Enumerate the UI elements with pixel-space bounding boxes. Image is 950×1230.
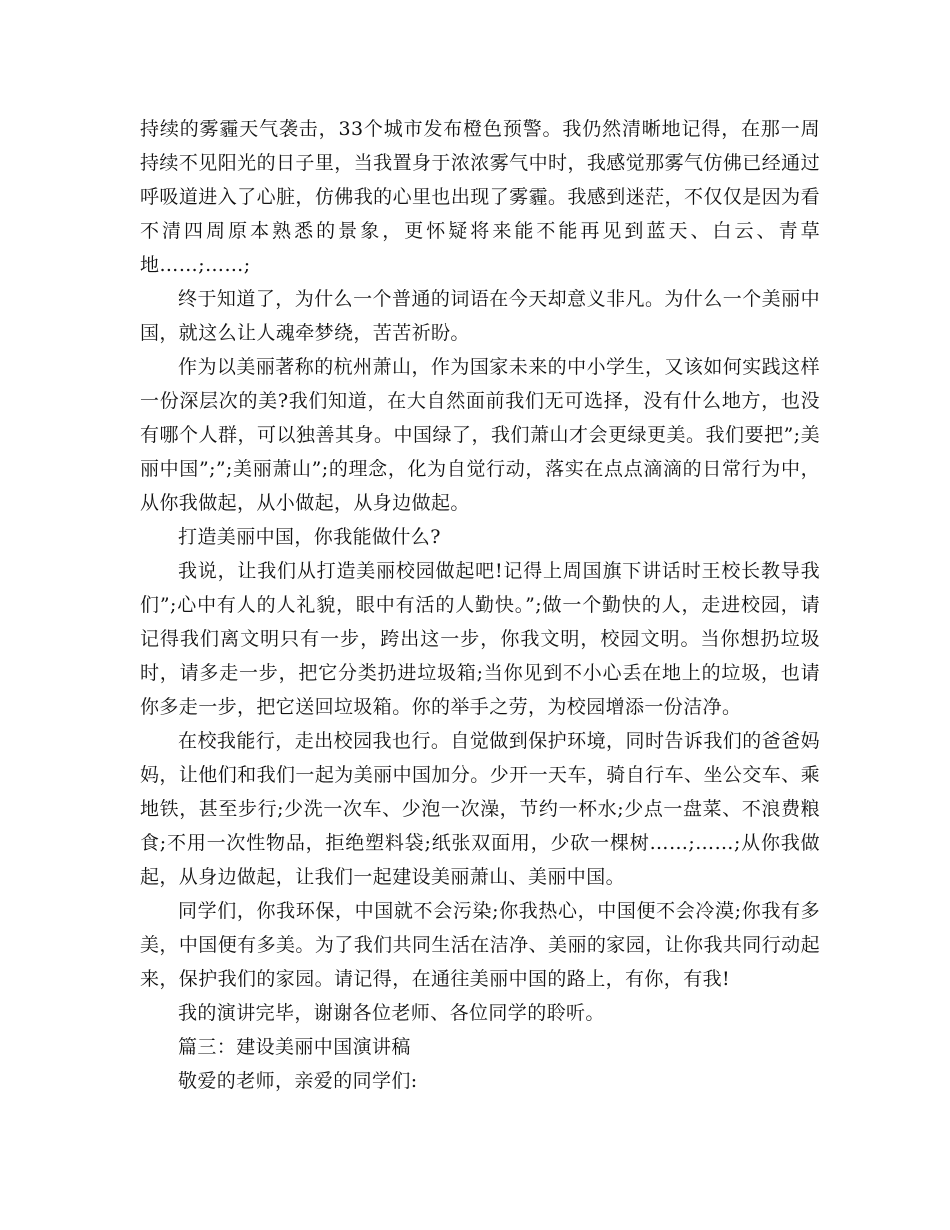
paragraph-1: 持续的雾霾天气袭击，33个城市发布橙色预警。我仍然清晰地记得，在那一周持续不见阳光的日子里，当我置身于浓浓雾气中时，我感觉那雾气仿佛已经通过呼吸道进入了心脏，仿佛我的心里也出现了雾霾。我感到迷茫，不仅仅是因为看不清四周原本熟悉的景象，更怀疑将来能不能再见到蓝天、白云、青草地……;……; — [140, 118, 820, 276]
paragraph-8: 我的演讲完毕，谢谢各位老师、各位同学的聆听。 — [178, 1002, 605, 1024]
paragraph-2: 终于知道了，为什么一个普通的词语在今天却意义非凡。为什么一个美丽中国，就这么让人魂牵梦绕，苦苦祈盼。 — [140, 288, 820, 344]
paragraph-4: 打造美丽中国，你我能做什么? — [178, 526, 441, 548]
paragraph-5: 我说，让我们从打造美丽校园做起吧!记得上周国旗下讲话时王校长教导我们”;心中有人的人礼貌，眼中有活的人勤快。”;做一个勤快的人，走进校园，请记得我们离文明只有一步，跨出这一步，你我文明，校园文明。当你想扔垃圾时，请多走一步，把它分类扔进垃圾箱;当你见到不小心丢在地上的垃圾，也请你多走一步，把它送回垃圾箱。你的举手之劳，为校园增添一份洁净。 — [140, 560, 820, 718]
paragraph-6: 在校我能行，走出校园我也行。自觉做到保护环境，同时告诉我们的爸爸妈妈，让他们和我们一起为美丽中国加分。少开一天车，骑自行车、坐公交车、乘地铁，甚至步行;少洗一次车、少泡一次澡，节约一杯水;少点一盘菜、不浪费粮食;不用一次性物品，拒绝塑料袋;纸张双面用，少砍一棵树……;……;从你我做起，从身边做起，让我们一起建设美丽萧山、美丽中国。 — [140, 730, 820, 888]
paragraph-7: 同学们，你我环保，中国就不会污染;你我热心，中国便不会冷漠;你我有多美，中国便有多美。为了我们共同生活在洁净、美丽的家园，让你我共同行动起来，保护我们的家园。请记得，在通往美丽中国的路上，有你，有我! — [140, 900, 820, 990]
section-heading: 篇三：建设美丽中国演讲稿 — [178, 1036, 411, 1058]
salutation: 敬爱的老师，亲爱的同学们: — [178, 1070, 418, 1092]
paragraph-3: 作为以美丽著称的杭州萧山，作为国家未来的中小学生，又该如何实践这样一份深层次的美?我们知道，在大自然面前我们无可选择，没有什么地方，也没有哪个人群，可以独善其身。中国绿了，我们萧山才会更绿更美。我们要把”;美丽中国”;”;美丽萧山”;的理念，化为自觉行动，落实在点点滴滴的日常行为中，从你我做起，从小做起，从身边做起。 — [140, 356, 820, 514]
document-body — [140, 112, 820, 1098]
